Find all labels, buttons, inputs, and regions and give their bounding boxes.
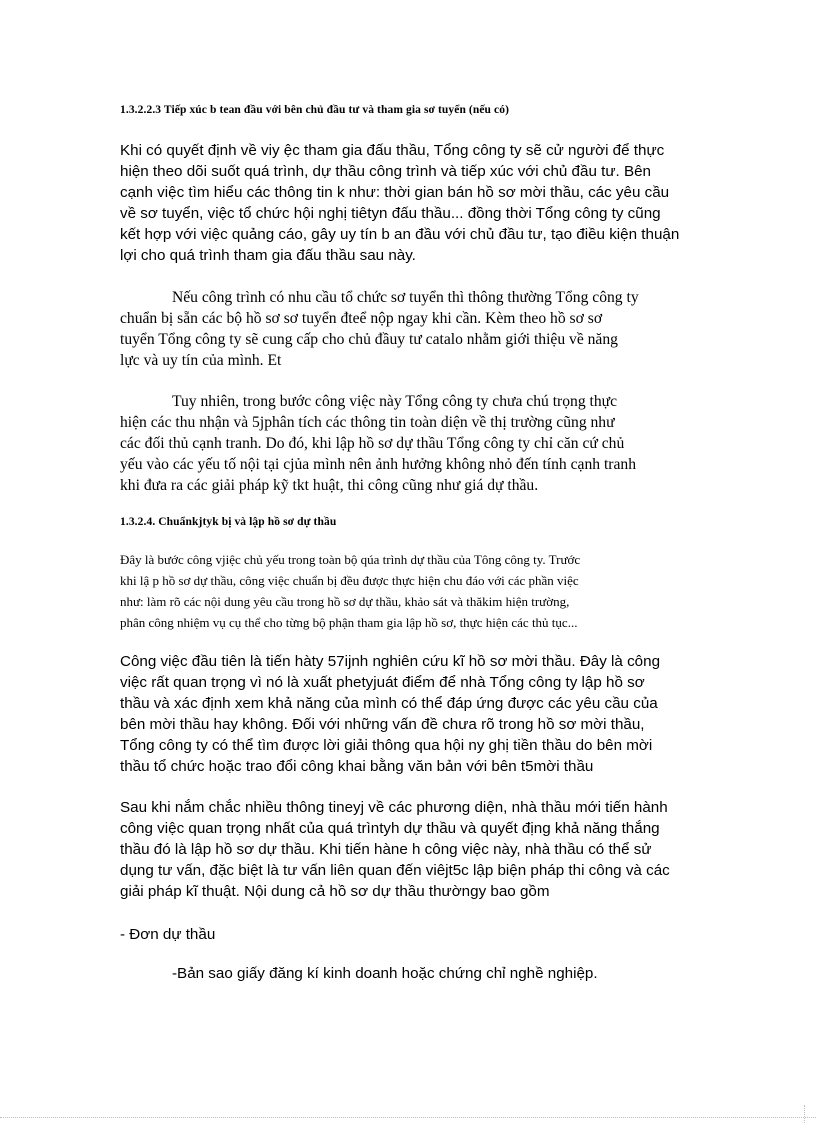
text-line: Sau khi nắm chắc nhiều thông tineyj về các phương diện, nhà thầu mới tiến hành	[120, 799, 668, 816]
section-heading-1-3-2-2-3: 1.3.2.2.3 Tiếp xúc b tean đầu với bên chủ đầu tư và tham gia sơ tuyển (nếu có)	[120, 104, 509, 116]
paragraph-limitations	[120, 391, 720, 496]
text-line: Nếu công trình có nhu cầu tổ chức sơ tuyển thì thông thường Tổng công ty	[172, 289, 639, 306]
text-line: Tổng công ty có thể tìm được lời giải thông qua hội ny ghị tiền thầu do bên mời	[120, 737, 653, 754]
text-line: Đây là bước công vjiệc chủ yếu trong toàn bộ qúa trình dự thầu của Tông công ty. Trước	[120, 552, 581, 567]
list-item-business-license: -Bản sao giấy đăng kí kinh doanh hoặc chứng chỉ nghề nghiệp.	[172, 965, 598, 982]
text-line: thầu đó là lập hồ sơ dự thầu. Khi tiến hàne h công việc này, nhà thầu có thể sử	[120, 841, 652, 858]
text-line: giải pháp kĩ thuật. Nội dung cả hồ sơ dự thầu thườngy bao gồm	[120, 883, 550, 900]
text-line: lực và uy tín của mình. Et	[120, 352, 282, 369]
text-line: lợi cho quá trình tham gia đấu thầu sau này.	[120, 247, 416, 264]
text-line: công việc quan trọng nhất của quá trìntyh dự thầu và quyết địng khả năng thắng	[120, 820, 660, 837]
text-line: Khi có quyết định về viy ệc tham gia đấu thầu, Tổng công ty sẽ cử người để thực	[120, 142, 665, 159]
text-line: việc rất quan trọng vì nó là xuất phetyjuát điểm để nhà Tổng công ty lập hồ sơ	[120, 674, 645, 691]
text-line: phân công nhiệm vụ cụ thể cho từng bộ phận tham gia lập hồ sơ, thực hiện các thủ tục...	[120, 615, 578, 630]
text-line: về sơ tuyển, việc tổ chức hội nghị tiêtyn đấu thầu... đồng thời Tổng công ty cũng	[120, 205, 661, 222]
text-line: như: làm rõ các nội dung yêu cầu trong hồ sơ dự thầu, khảo sát và thăkim hiện trường,	[120, 594, 570, 609]
text-line: bên mời thầu hay không. Đối với những vấn đề chưa rõ trong hồ sơ mời thầu,	[120, 716, 645, 733]
text-line: Tuy nhiên, trong bước công việc này Tổng công ty chưa chú trọng thực	[172, 393, 618, 410]
list-item-bid-form: - Đơn dự thầu	[120, 926, 216, 943]
text-line: các đối thủ cạnh tranh. Do đó, khi lập hồ sơ dự thầu Tổng công ty chỉ căn cứ chủ	[120, 435, 625, 452]
paragraph-study-documents	[120, 651, 720, 777]
paragraph-prequalification	[120, 287, 720, 371]
page-bottom-border	[0, 1117, 816, 1118]
text-line: Công việc đầu tiên là tiến hàty 57ijnh nghiên cứu kĩ hồ sơ mời thầu. Đây là công	[120, 653, 661, 670]
paragraph-prepare-bid	[120, 797, 720, 902]
page-corner-mark	[804, 1105, 805, 1123]
text-line: chuẩn bị sẵn các bộ hồ sơ sơ tuyển đteể nộp ngay khi cần. Kèm theo hồ sơ sơ	[120, 310, 603, 327]
text-line: kết hợp với việc quảng cáo, gây uy tín b an đầu với chủ đầu tư, tạo điều kiện thuận	[120, 226, 680, 243]
text-line: hiện các thu nhận và 5jphân tích các thông tin toàn diện về thị trường cũng như	[120, 414, 615, 431]
text-line: khi lậ p hồ sơ dự thầu, công việc chuẩn bị đều được thực hiện chu đáo với các phần việc	[120, 573, 579, 588]
text-line: thầu và xác định xem khả năng của mình có thể đáp ứng được các yêu cầu của	[120, 695, 658, 712]
section-heading-1-3-2-4: 1.3.2.4. Chuẩnkjtyk bị và lập hồ sơ dự thầu	[120, 516, 337, 528]
paragraph-main-bidding-step	[120, 549, 720, 633]
text-line: tuyển Tổng công ty sẽ cung cấp cho chủ đầuy tư catalo nhằm giới thiệu về năng	[120, 331, 618, 348]
text-line: yếu vào các yếu tố nội tại cjủa mình nên ảnh hưởng không nhỏ đến tính cạnh tranh	[120, 456, 636, 473]
text-line: dụng tư vấn, đặc biệt là tư vấn liên quan đến viêjt5c lập biện pháp thi công và các	[120, 862, 670, 879]
text-line: khi đưa ra các giải pháp kỹ tkt huật, thi công cũng như giá dự thầu.	[120, 477, 539, 494]
paragraph-contact-investor	[120, 140, 720, 266]
text-line: hiện theo dõi suốt quá trình, dự thầu công trình và tiếp xúc với chủ đầu tư. Bên	[120, 163, 651, 180]
text-line: thầu tổ chức hoặc trao đổi công khai bằng văn bản với bên t5mời thầu	[120, 758, 594, 775]
text-line: cạnh việc tìm hiểu các thông tin k như: thời gian bán hồ sơ mời thầu, các yêu cầu	[120, 184, 670, 201]
